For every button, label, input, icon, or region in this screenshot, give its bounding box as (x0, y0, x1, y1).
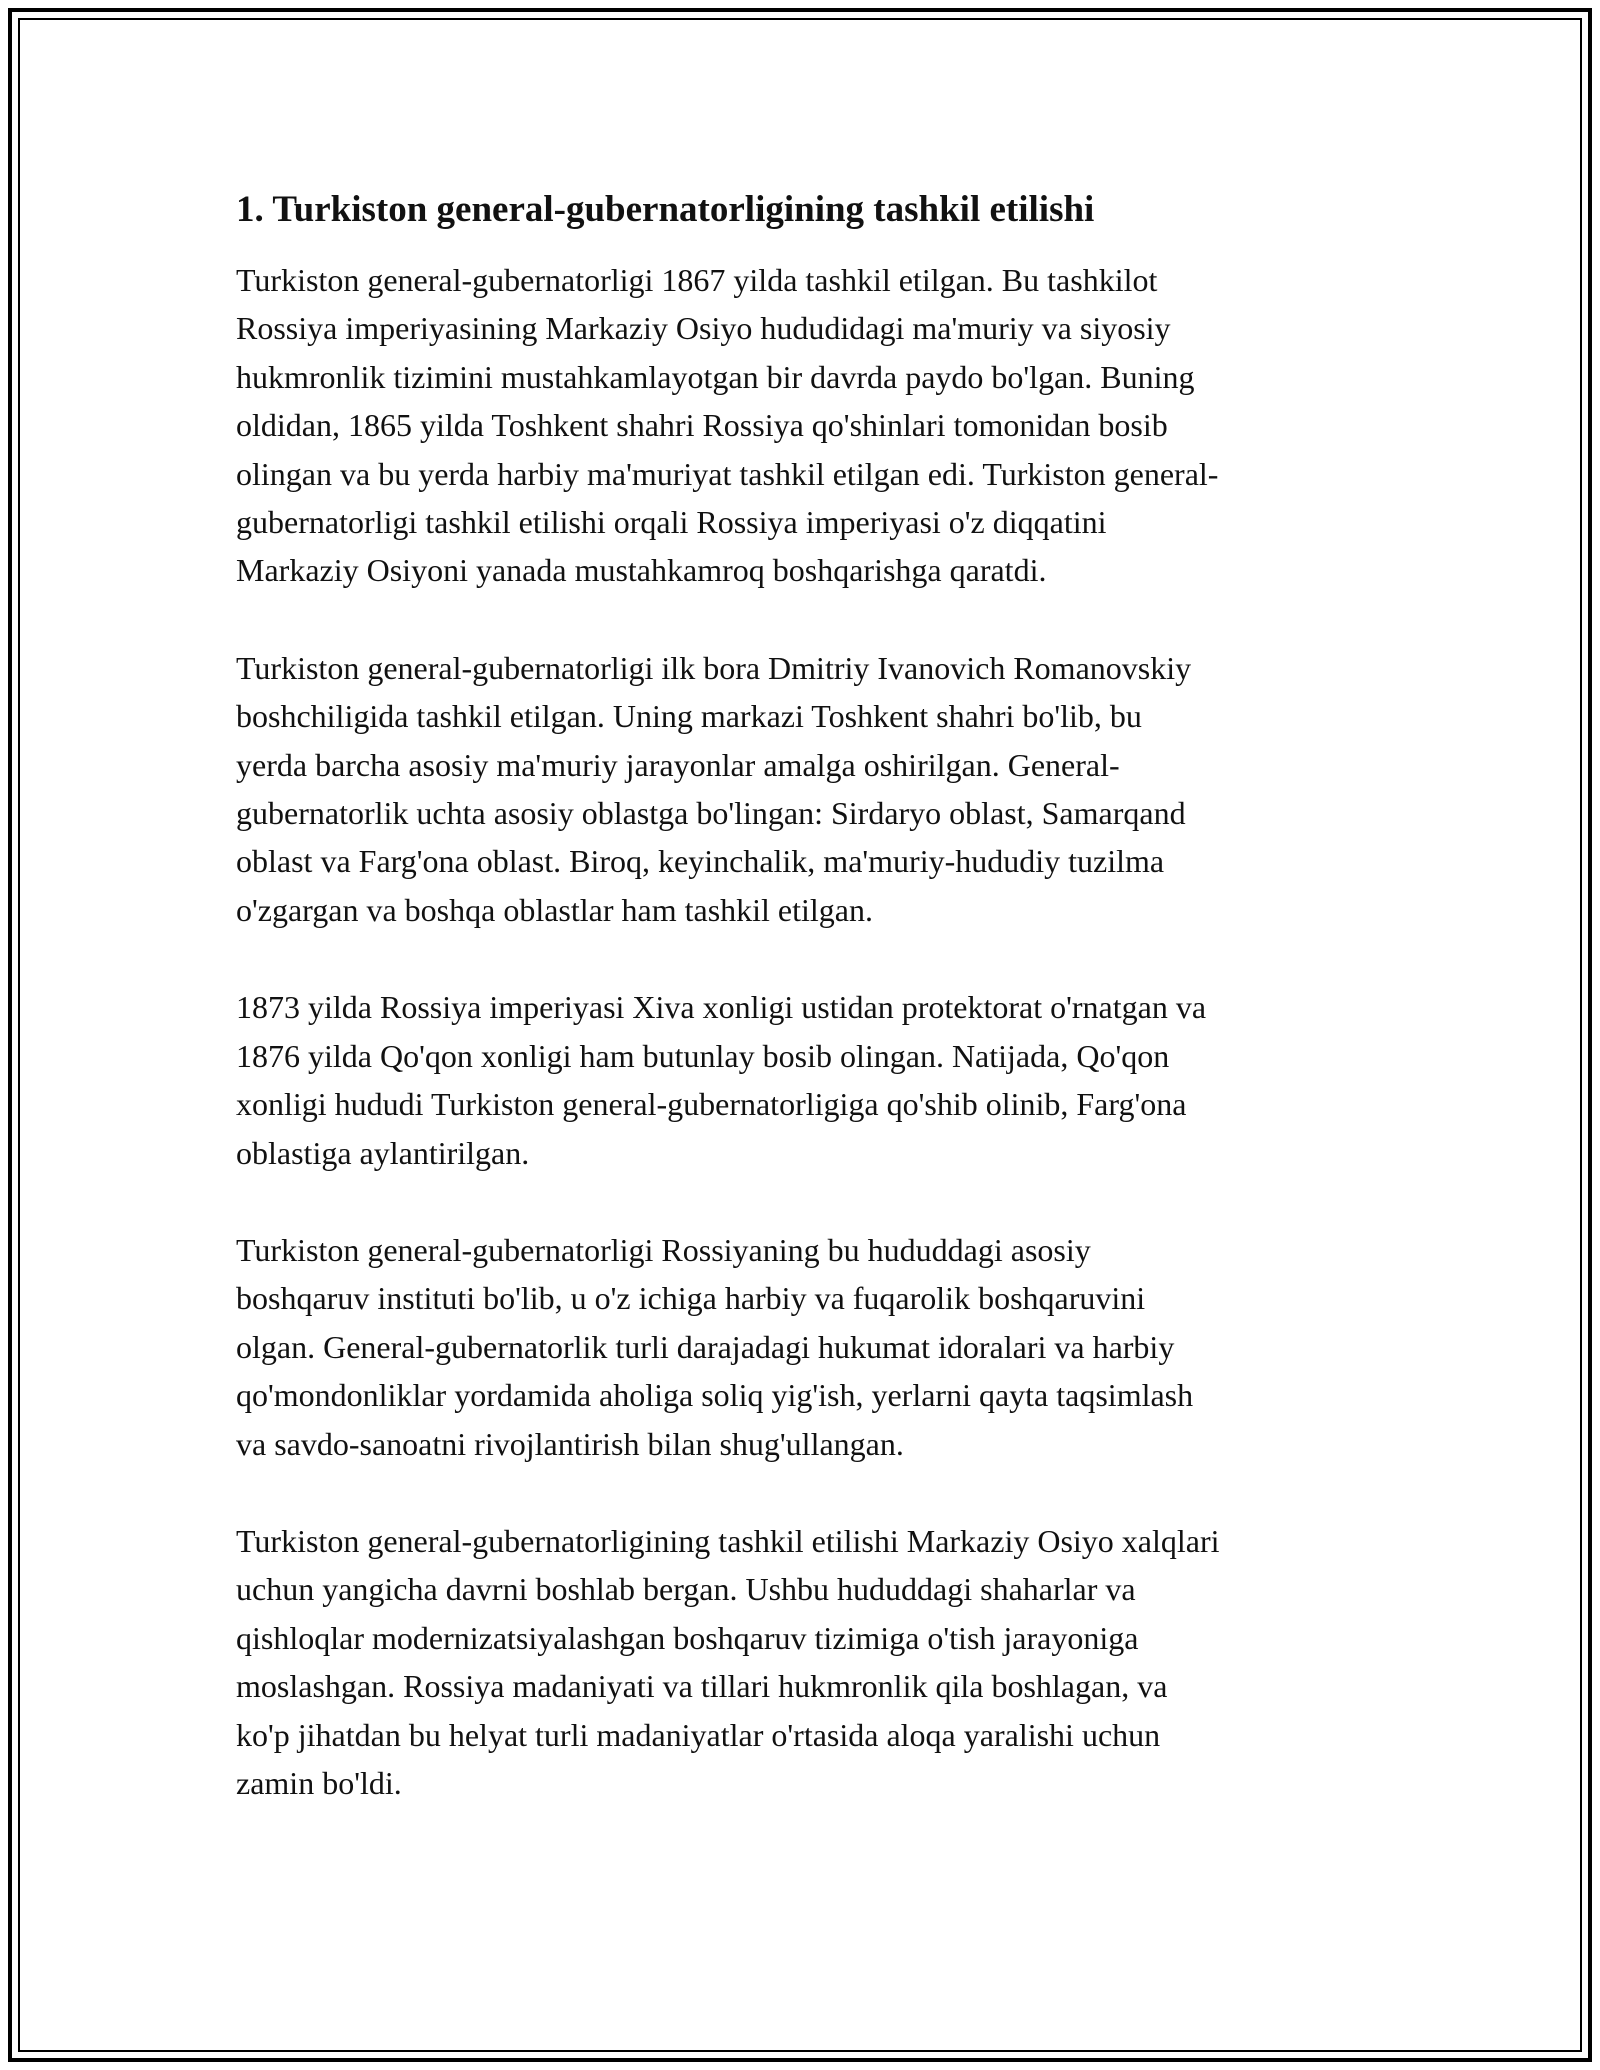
text-line: olingan va bu yerda harbiy ma'muriyat tashkil etilgan edi. Turkiston general- (236, 455, 1219, 492)
paragraph-3 (236, 983, 1376, 1177)
text-line: va savdo-sanoatni rivojlantirish bilan shug'ullangan. (236, 1425, 904, 1462)
text-line: Markaziy Osiyoni yanada mustahkamroq boshqarishga qaratdi. (236, 552, 1047, 589)
text-line: Turkiston general-gubernatorligi Rossiyaning bu hududdagi asosiy (236, 1231, 1091, 1268)
document-body (236, 186, 1376, 1856)
text-line: yerda barcha asosiy ma'muriy jarayonlar amalga oshirilgan. General- (236, 746, 1120, 783)
text-line: uchun yangicha davrni boshlab bergan. Ushbu hududdagi shaharlar va (236, 1571, 1136, 1608)
text-line: oblastiga aylantirilgan. (236, 1134, 530, 1171)
text-line: oldidan, 1865 yilda Toshkent shahri Rossiya qo'shinlari tomonidan bosib (236, 407, 1168, 444)
paragraph-5 (236, 1517, 1376, 1807)
paragraph-2 (236, 644, 1376, 934)
text-line: zamin bo'ldi. (236, 1764, 402, 1801)
text-line: gubernatorlik uchta asosiy oblastga bo'lingan: Sirdaryo oblast, Samarqand (236, 795, 1186, 832)
text-line: gubernatorligi tashkil etilishi orqali Rossiya imperiyasi o'z diqqatini (236, 504, 1107, 541)
text-line: Turkiston general-gubernatorligining tashkil etilishi Markaziy Osiyo xalqlari (236, 1522, 1220, 1559)
text-line: olgan. General-gubernatorlik turli darajadagi hukumat idoralari va harbiy (236, 1328, 1175, 1365)
text-line: Rossiya imperiyasining Markaziy Osiyo hududidagi ma'muriy va siyosiy (236, 310, 1171, 347)
text-line: oblast va Farg'ona oblast. Biroq, keyinchalik, ma'muriy-hududiy tuzilma (236, 843, 1165, 880)
section-heading: 1. Turkiston general-gubernatorligining tashkil etilishi (236, 189, 1095, 230)
paragraph-4 (236, 1226, 1376, 1468)
text-line: qo'mondonliklar yordamida aholiga soliq yig'ish, yerlarni qayta taqsimlash (236, 1377, 1194, 1414)
text-line: moslashgan. Rossiya madaniyati va tillari hukmronlik qila boshlagan, va (236, 1668, 1168, 1705)
text-line: ko'p jihatdan bu helyat turli madaniyatlar o'rtasida aloqa yaralishi uchun (236, 1716, 1161, 1753)
text-line: boshqaruv instituti bo'lib, u o'z ichiga harbiy va fuqarolik boshqaruvini (236, 1280, 1146, 1317)
paragraph-1 (236, 256, 1376, 595)
text-line: hukmronlik tizimini mustahkamlayotgan bir davrda paydo bo'lgan. Buning (236, 358, 1195, 395)
text-line: 1876 yilda Qo'qon xonligi ham butunlay bosib olingan. Natijada, Qo'qon (236, 1037, 1170, 1074)
text-line: o'zgargan va boshqa oblastlar ham tashkil etilgan. (236, 891, 873, 928)
text-line: Turkiston general-gubernatorligi ilk bora Dmitriy Ivanovich Romanovskiy (236, 649, 1192, 686)
text-line: Turkiston general-gubernatorligi 1867 yilda tashkil etilgan. Bu tashkilot (236, 262, 1158, 298)
text-line: boshchiligida tashkil etilgan. Uning markazi Toshkent shahri bo'lib, bu (236, 698, 1142, 735)
text-line: 1873 yilda Rossiya imperiyasi Xiva xonligi ustidan protektorat o'rnatgan va (236, 989, 1207, 1026)
text-line: qishloqlar modernizatsiyalashgan boshqaruv tizimiga o'tish jarayoniga (236, 1619, 1139, 1656)
text-line: xonligi hududi Turkiston general-gubernatorligiga qo'shib olinib, Farg'ona (236, 1086, 1187, 1123)
